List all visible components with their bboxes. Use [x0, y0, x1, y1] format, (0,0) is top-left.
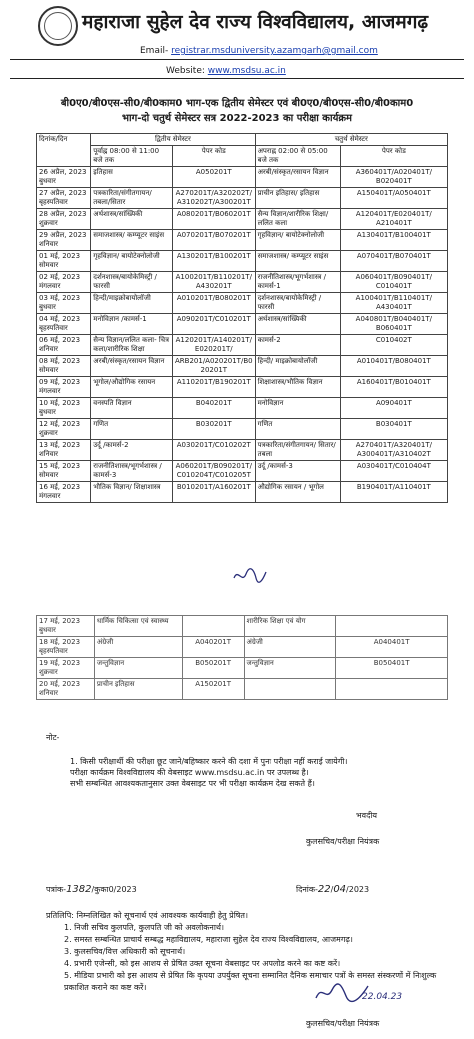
list-item: 1. निजी सचिव कुलपति, कुलपति जी को अवलोकनार्थ। — [64, 923, 225, 932]
list-item: 2. समस्त सम्बन्धित प्राचार्य सम्बद्ध महाविद्यालय, महाराजा सुहेल देव राज्य विश्वविद्यालय, आजमगढ़। — [64, 935, 353, 944]
sem4-subject-cell: अर्थशास्त्र/सांख्यिकी — [255, 314, 340, 335]
date-text: 08 मई, 2023 — [39, 357, 81, 365]
day-text: शुक्रवार — [39, 668, 58, 676]
day-text: शनिवार — [39, 689, 59, 697]
date-text: 18 मई, 2023 — [39, 638, 81, 646]
date-text: 09 मई, 2023 — [39, 378, 81, 386]
sem2-code-cell: A040201T — [182, 637, 244, 658]
sem4-code-cell: B030401T — [340, 419, 447, 440]
sem2-subject-cell: जन्तुविज्ञान — [94, 658, 182, 679]
date-text: 20 मई, 2023 — [39, 680, 81, 688]
sem2-code-cell: A130201T/B100201T — [173, 251, 256, 272]
table-row — [37, 230, 448, 251]
table-row — [37, 398, 448, 419]
list-item: 5. मीडिया प्रभारी को इस आशय से प्रेषित कि कृपया उपर्युक्त सूचना सम्मानित दैनिक समाचार पत्रों के समस्त संस्करणों में निःशुल्क प्रकाशित कराने का कष्ट करें। — [64, 971, 437, 992]
date-cell — [37, 461, 91, 482]
date-text: 06 मई, 2023 — [39, 336, 81, 344]
sem2-subject-cell: अर्थशास्त्र/सांख्यिकी — [91, 209, 173, 230]
sem4-subject-cell: प्राचीन इतिहास/ इतिहास — [255, 188, 340, 209]
sem2-code-cell — [182, 616, 244, 637]
date-cell — [37, 314, 91, 335]
date-cell — [37, 419, 91, 440]
table-row — [37, 440, 448, 461]
university-name: महाराजा सुहेल देव राज्य विश्वविद्यालय, आजमगढ़ — [82, 11, 429, 33]
email-link[interactable]: registrar.msduniversity.azamgarh@gmail.com — [171, 46, 378, 56]
table-row — [37, 293, 448, 314]
sem2-code-cell: B050201T — [182, 658, 244, 679]
sem2-code-cell: ARB201/A020201T/B0 20201T — [173, 356, 256, 377]
sem2-code-cell: A110201T/B190201T — [173, 377, 256, 398]
sem2-subject-cell: धार्मिक चिकित्सा एवं स्वास्थ्य — [94, 616, 182, 637]
note-line: 1. किसी परीक्षार्थी की परीक्षा छूट जाने/बहिष्कार करने की दशा में पुनः परीक्षा नहीं कराई जायेगी। — [70, 757, 348, 766]
sem4-code-cell — [336, 679, 448, 700]
sem2-subject-cell: अरबी/संस्कृत/रसायन विज्ञान — [91, 356, 173, 377]
date-cell — [37, 440, 91, 461]
header-divider-2 — [10, 78, 464, 79]
table-row — [37, 314, 448, 335]
schedule-body-continued — [37, 616, 448, 700]
date-text: 10 मई, 2023 — [39, 399, 81, 407]
sem2-subject-cell: उर्दू /कामर्स-2 — [91, 440, 173, 461]
sem4-subject-cell: अंग्रेजी — [244, 637, 336, 658]
date-cell — [37, 272, 91, 293]
sem4-subject-cell: शिक्षाशास्त्र/भौतिक विज्ञान — [255, 377, 340, 398]
sem2-subject-cell: समाजशास्त्र/ कम्प्यूटर साइंस — [91, 230, 173, 251]
date-text: 03 मई, 2023 — [39, 294, 81, 302]
date-cell — [37, 188, 91, 209]
sign-title: कुलसचिव/परीक्षा नियंत्रक — [306, 837, 380, 846]
list-item: 4. प्रभारी एजेन्सी, को इस आशय से प्रेषित उक्त सूचना वेबसाइट पर अपलोड करने का कष्ट करें। — [64, 959, 341, 968]
sem2-subject-cell: इतिहास — [91, 167, 173, 188]
table-row — [37, 209, 448, 230]
sem2-code-cell: A150201T — [182, 679, 244, 700]
day-text: मंगलवार — [39, 492, 61, 500]
sem4-subject-cell: पत्रकारिता/संगीतगायन/ सितार/तबला — [255, 440, 340, 461]
note-line: सभी सम्बन्धित आवश्यकतानुसार उक्त वेबसाइट पर भी परीक्षा कार्यक्रम देख सकते हैं। — [70, 779, 315, 788]
sem4-code-cell: A010401T/B080401T — [340, 356, 447, 377]
sem2-subject-cell: प्राचीन इतिहास — [94, 679, 182, 700]
table-row — [37, 167, 448, 188]
sem4-code-cell: A100401T/B110401T/ A430401T — [340, 293, 447, 314]
header-divider — [10, 59, 464, 60]
sem4-code-cell: A060401T/B090401T/ C010401T — [340, 272, 447, 293]
sem4-subject-cell: गणित — [255, 419, 340, 440]
day-text: बुधवार — [39, 177, 56, 185]
sem2-subject-cell: मनोविज्ञान /कामर्स-1 — [91, 314, 173, 335]
sem4-subject-cell: कामर्स-2 — [255, 335, 340, 356]
col-sem4-code: पेपर कोड — [340, 146, 447, 167]
day-text: बृहस्पतिवार — [39, 198, 68, 206]
day-text: सोमवार — [39, 366, 59, 374]
sem2-subject-cell: अंग्रेजी — [94, 637, 182, 658]
sem2-subject-cell: वनस्पति विज्ञान — [91, 398, 173, 419]
day-text: बुधवार — [39, 408, 56, 416]
date-cell — [37, 377, 91, 398]
date-cell — [37, 637, 95, 658]
schedule-body — [37, 167, 448, 503]
sem2-subject-cell: गणित — [91, 419, 173, 440]
sem2-subject-cell: हिन्दी/माइक्रोबायोलॉजी — [91, 293, 173, 314]
sem2-code-cell: A010201T/B080201T — [173, 293, 256, 314]
date-cell — [37, 209, 91, 230]
date-cell — [37, 679, 95, 700]
website-line: Website: www.msdsu.ac.in — [166, 66, 286, 76]
sem2-code-cell: A100201T/B110201T/ A430201T — [173, 272, 256, 293]
table-row — [37, 482, 448, 503]
note-line: परीक्षा कार्यक्रम विश्वविद्यालय की वेबसाइट www.msdsu.ac.in पर उपलब्ध है। — [70, 768, 309, 777]
date-cell — [37, 230, 91, 251]
date-text: 28 अप्रैल, 2023 — [39, 210, 87, 218]
sem2-code-cell: B030201T — [173, 419, 256, 440]
sem4-code-cell: A070401T/B070401T — [340, 251, 447, 272]
sem4-code-cell — [336, 616, 448, 637]
date-cell — [37, 335, 91, 356]
copy-list — [64, 922, 454, 994]
date-cell — [37, 482, 91, 503]
table-row — [37, 616, 448, 637]
date-text: 15 मई, 2023 — [39, 462, 81, 470]
sem2-subject-cell: भौतिक विज्ञान/ शिक्षाशास्त्र — [91, 482, 173, 503]
notes-block — [70, 756, 450, 789]
table-row — [37, 335, 448, 356]
sem2-code-cell: A060201T/B090201T/ C010204T/C010205T — [173, 461, 256, 482]
website-link[interactable]: www.msdsu.ac.in — [207, 66, 286, 76]
table-row — [37, 356, 448, 377]
sem2-code-cell: A120201T/A140201T/ E020201T/ — [173, 335, 256, 356]
exam-schedule-table — [36, 133, 448, 503]
sign-date: 22.04.23 — [362, 992, 403, 1002]
day-text: मंगलवार — [39, 282, 61, 290]
date-text: 12 मई, 2023 — [39, 420, 81, 428]
table-row — [37, 637, 448, 658]
sem4-subject-cell: दर्शनशास्त्र/बायोकेमिस्ट्री /फारसी — [255, 293, 340, 314]
sem2-subject-cell: दर्शनशास्त्र/बायोकेमिस्ट्री /फारसी — [91, 272, 173, 293]
date-cell — [37, 293, 91, 314]
sem4-code-cell: A040401T — [336, 637, 448, 658]
sem2-code-cell: A050201T — [173, 167, 256, 188]
table-row — [37, 272, 448, 293]
sem4-code-cell: A120401T/E020401T/ A210401T — [340, 209, 447, 230]
date-text: 26 अप्रैल, 2023 — [39, 168, 87, 176]
sem4-subject-cell: जन्तुविज्ञान — [244, 658, 336, 679]
col-sem4: चतुर्थ सेमेस्टर — [255, 134, 447, 146]
day-text: बृहस्पतिवार — [39, 324, 68, 332]
date-text: 29 अप्रैल, 2023 — [39, 231, 87, 239]
sem2-subject-cell: सैन्य विज्ञान/ललित कला- चित्र कला/शारीरिक शिक्षा — [91, 335, 173, 356]
sem4-subject-cell — [244, 679, 336, 700]
sem4-subject-cell: गृहविज्ञान/ बायोटेक्नोलोजी — [255, 230, 340, 251]
date-cell — [37, 658, 95, 679]
day-text: सोमवार — [39, 471, 59, 479]
day-text: शुक्रवार — [39, 429, 58, 437]
list-item: 3. कुलसचिव/वित्त अधिकारी को सूचनार्थ। — [64, 947, 186, 956]
day-text: शनिवार — [39, 345, 59, 353]
sem4-subject-cell: अरबी/संस्कृत/रसायन विज्ञान — [255, 167, 340, 188]
university-logo — [38, 6, 78, 46]
sem2-code-cell: B040201T — [173, 398, 256, 419]
sem4-subject-cell: मनोविज्ञान — [255, 398, 340, 419]
sem2-code-cell: A070201T/B070201T — [173, 230, 256, 251]
table-row — [37, 251, 448, 272]
sem2-code-cell: A030201T/C010202T — [173, 440, 256, 461]
table-row — [37, 679, 448, 700]
date-text: 01 मई, 2023 — [39, 252, 81, 260]
registrar-title: कुलसचिव/परीक्षा नियंत्रक — [306, 1019, 380, 1028]
sem4-code-cell: A030401T/C010404T — [340, 461, 447, 482]
day-text: बुधवार — [39, 626, 56, 634]
sem2-code-cell: A090201T/C010201T — [173, 314, 256, 335]
day-text: सोमवार — [39, 261, 59, 269]
col-sem2-time: पूर्वाह्न 08:00 से 11:00 बजे तक — [91, 146, 173, 167]
sem4-subject-cell: सैन्य विज्ञान/शारीरिक शिक्षा/ललित कला — [255, 209, 340, 230]
sem4-subject-cell: राजनीतिशास्त्र/भूगर्भशास्त्र /कामर्स-1 — [255, 272, 340, 293]
exam-schedule-table-continued — [36, 615, 448, 700]
date-text: 13 मई, 2023 — [39, 441, 81, 449]
sem4-code-cell: B050401T — [336, 658, 448, 679]
date-cell — [37, 167, 91, 188]
day-text: शनिवार — [39, 450, 59, 458]
sem4-subject-cell: समाजशास्त्र/ कम्प्यूटर साइंस — [255, 251, 340, 272]
table-row — [37, 461, 448, 482]
col-sem2-code: पेपर कोड — [173, 146, 256, 167]
sem4-code-cell: C010402T — [340, 335, 447, 356]
initials-signature-icon — [232, 566, 268, 586]
date-cell — [37, 616, 95, 637]
sem2-subject-cell: राजनीतिशास्त्र/भूगर्भशास्त्र /कामर्स-3 — [91, 461, 173, 482]
copy-intro: प्रतिलिपि: निम्नलिखित को सूचनार्थ एवं आवश्यक कार्यवाही हेतु प्रेषित। — [46, 911, 249, 920]
table-row — [37, 377, 448, 398]
sem2-code-cell: A270201T/A320202T/ A310202T/A300201T — [173, 188, 256, 209]
sem2-subject-cell: गृहविज्ञान/ बायोटेक्नोलोजी — [91, 251, 173, 272]
sem2-subject-cell: भूगोल/औद्योगिक रसायन — [91, 377, 173, 398]
sign-word: भवदीय — [356, 811, 378, 820]
day-text: बुधवार — [39, 303, 56, 311]
note-label: नोट- — [46, 733, 60, 742]
reference-number: पत्रांक-1382/कुका0/2023 — [46, 884, 137, 895]
sem4-code-cell: A150401T/A050401T — [340, 188, 447, 209]
day-text: मंगलवार — [39, 387, 61, 395]
date-cell — [37, 356, 91, 377]
date-text: 17 मई, 2023 — [39, 617, 81, 625]
date-text: 02 मई, 2023 — [39, 273, 81, 281]
sem4-code-cell: A040801T/B040401T/ B060401T — [340, 314, 447, 335]
sem2-subject-cell: पत्रकारिता/संगीतगायन/ तबला/सितार — [91, 188, 173, 209]
email-line: Email- registrar.msduniversity.azamgarh@gmail.com — [140, 46, 378, 56]
sem4-code-cell: A360401T/A020401T/ B020401T — [340, 167, 447, 188]
date-cell — [37, 398, 91, 419]
reference-date: दिनांक-22/04/2023 — [296, 884, 370, 895]
sem4-subject-cell: औद्योगिक रसायन / भूगोल — [255, 482, 340, 503]
col-sem2: द्वितीय सेमेस्टर — [91, 134, 255, 146]
sem4-code-cell: A270401T/A320401T/ A300401T/A310402T — [340, 440, 447, 461]
document-subtitle: बी0ए0/बी0एस-सी0/बी0काम0 भाग-एक द्वितीय सेमेस्टर एवं बी0ए0/बी0एस-सी0/बी0काम0 भाग-दो चतुर्थ सेमेस्टर सत्र 2022-2023 का परीक्षा कार्यक्रम — [60, 98, 414, 124]
date-cell — [37, 251, 91, 272]
sem4-code-cell: B190401T/A110401T — [340, 482, 447, 503]
sem2-code-cell: A080201T/B060201T — [173, 209, 256, 230]
date-text: 27 अप्रैल, 2023 — [39, 189, 87, 197]
date-text: 04 मई, 2023 — [39, 315, 81, 323]
sem4-subject-cell: उर्दू /कामर्स-3 — [255, 461, 340, 482]
sem4-subject-cell: शारीरिक शिक्षा एवं योग — [244, 616, 336, 637]
sem2-code-cell: B010201T/A160201T — [173, 482, 256, 503]
col-date: दिनांक/दिन — [37, 134, 91, 167]
day-text: शनिवार — [39, 240, 59, 248]
date-text: 16 मई, 2023 — [39, 483, 81, 491]
table-row — [37, 658, 448, 679]
sem4-subject-cell: हिन्दी/ माइक्रोबायोलॉजी — [255, 356, 340, 377]
table-row — [37, 419, 448, 440]
table-row — [37, 188, 448, 209]
sem4-code-cell: A160401T/B010401T — [340, 377, 447, 398]
day-text: बृहस्पतिवार — [39, 647, 68, 655]
col-sem4-time: अपराह्न 02:00 से 05:00 बजे तक — [255, 146, 340, 167]
day-text: शुक्रवार — [39, 219, 58, 227]
date-text: 19 मई, 2023 — [39, 659, 81, 667]
sem4-code-cell: A130401T/B100401T — [340, 230, 447, 251]
sem4-code-cell: A090401T — [340, 398, 447, 419]
